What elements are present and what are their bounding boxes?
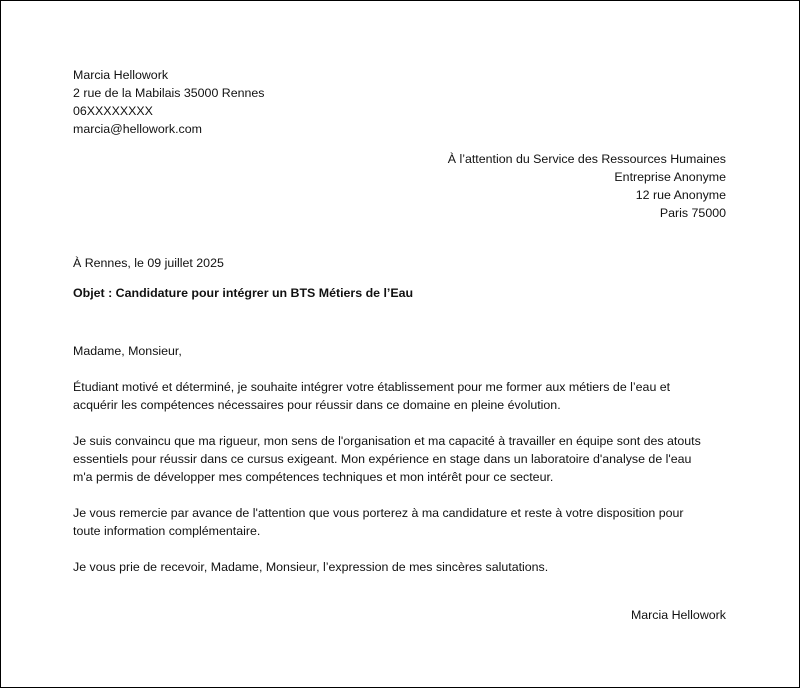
paragraph-line: Je vous remercie par avance de l'attention que vous porterez à ma candidature et reste à votre disposition pour (73, 506, 684, 520)
signature: Marcia Hellowork (630, 608, 726, 622)
recipient-company: Entreprise Anonyme (614, 170, 726, 184)
subject-line: Objet : Candidature pour intégrer un BTS Métiers de l’Eau (73, 286, 414, 300)
paragraph-line: essentiels pour réussir dans ce cursus exigeant. Mon expérience en stage dans un laboratoire d'analyse de l'eau (73, 452, 692, 466)
paragraph-line: m'a permis de développer mes compétences techniques et mon intérêt pour ce secteur. (73, 470, 554, 484)
sender-address: 2 rue de la Mabilais 35000 Rennes (73, 86, 265, 100)
sender-block (73, 66, 265, 138)
letter-body (73, 342, 733, 594)
recipient-city: Paris 75000 (659, 206, 726, 220)
recipient-block (448, 150, 726, 222)
paragraph-line: Je suis convaincu que ma rigueur, mon sens de l'organisation et ma capacité à travailler en équipe sont des atouts (73, 434, 701, 448)
date-line: À Rennes, le 09 juillet 2025 (73, 256, 224, 270)
paragraph-line: acquérir les compétences nécessaires pour réussir dans ce domaine en pleine évolution. (73, 398, 561, 412)
salutation: Madame, Monsieur, (73, 344, 182, 358)
paragraph (73, 504, 733, 540)
paragraph (73, 378, 733, 414)
paragraph (73, 432, 733, 486)
recipient-attention: À l’attention du Service des Ressources Humaines (447, 152, 726, 166)
closing-paragraph (73, 558, 733, 576)
paragraph-line: Je vous prie de recevoir, Madame, Monsieur, l’expression de mes sincères salutations. (73, 560, 549, 574)
recipient-street: 12 rue Anonyme (635, 188, 726, 202)
sender-name: Marcia Hellowork (73, 68, 169, 82)
paragraph-line: Étudiant motivé et déterminé, je souhaite intégrer votre établissement pour me former aux métiers de l’eau et (73, 380, 671, 394)
sender-email: marcia@hellowork.com (73, 122, 202, 136)
paragraph-line: toute information complémentaire. (73, 524, 261, 538)
sender-phone: 06XXXXXXXX (73, 104, 153, 118)
